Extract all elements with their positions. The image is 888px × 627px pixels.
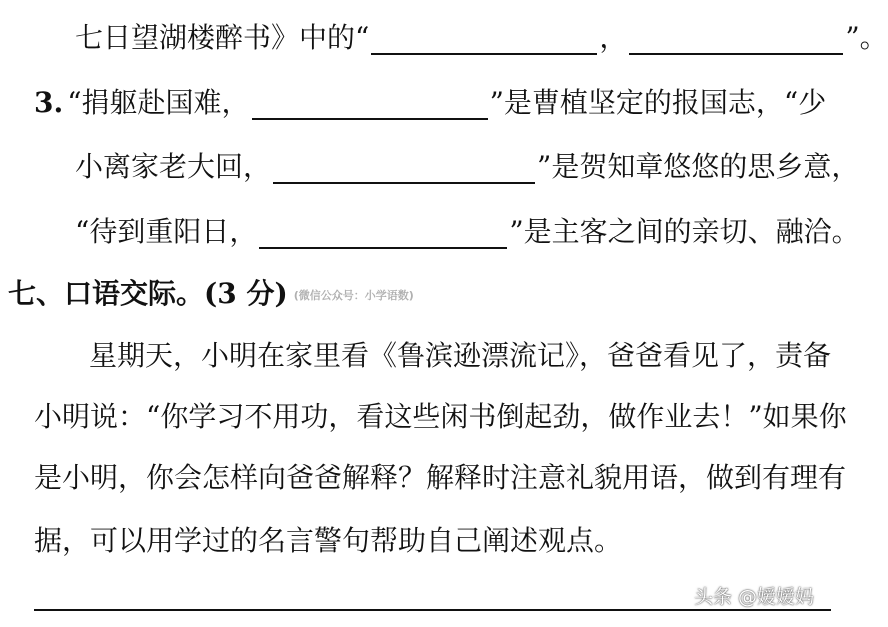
answer-blank-2[interactable] <box>629 29 843 55</box>
question-3-line-2 <box>75 150 859 184</box>
q3-text-1b: ”是曹植坚定的报国志，“少 <box>489 86 827 119</box>
section-7-title: 七、口语交际。(3 分) <box>8 277 288 310</box>
poem-text-prefix: 七日望湖楼醉书》中的“ <box>75 21 370 54</box>
answer-writing-line[interactable] <box>34 609 831 611</box>
passage-line-1: 星期天，小明在家里看《鲁滨逊漂流记》，爸爸看见了，责备 <box>89 339 832 372</box>
question-number: 3. <box>34 86 64 119</box>
q3-text-3b: ”是主客之间的亲切、融洽。 <box>509 215 860 248</box>
answer-blank-1[interactable] <box>371 29 597 55</box>
q3-text-3a: “待到重阳日， <box>75 215 258 248</box>
section-7-heading <box>8 277 414 311</box>
question-3-line-3 <box>75 215 860 249</box>
answer-blank-3[interactable] <box>252 94 488 120</box>
question-3-line-1 <box>34 86 826 120</box>
passage-line-3: 是小明，你会怎样向爸爸解释？解释时注意礼貌用语，做到有理有 <box>34 461 847 494</box>
q3-text-2b: ”是贺知章悠悠的思乡意， <box>537 150 860 183</box>
q3-text-2a: 小离家老大回， <box>75 150 272 183</box>
wechat-note: (微信公众号：小学语数) <box>293 289 414 302</box>
answer-blank-4[interactable] <box>273 158 535 184</box>
comma: ， <box>599 21 628 54</box>
q3-text-1a: “捐躯赴国难， <box>67 86 250 119</box>
poem-blank-line <box>75 21 888 55</box>
source-watermark: 头条 @嫒嫒妈 <box>694 586 815 608</box>
passage-line-4: 据，可以用学过的名言警句帮助自己阐述观点。 <box>34 524 623 557</box>
answer-blank-5[interactable] <box>259 223 507 249</box>
poem-text-suffix: ”。 <box>845 21 888 54</box>
passage-line-2: 小明说：“你学习不用功，看这些闲书倒起劲，做作业去！”如果你 <box>34 400 847 433</box>
